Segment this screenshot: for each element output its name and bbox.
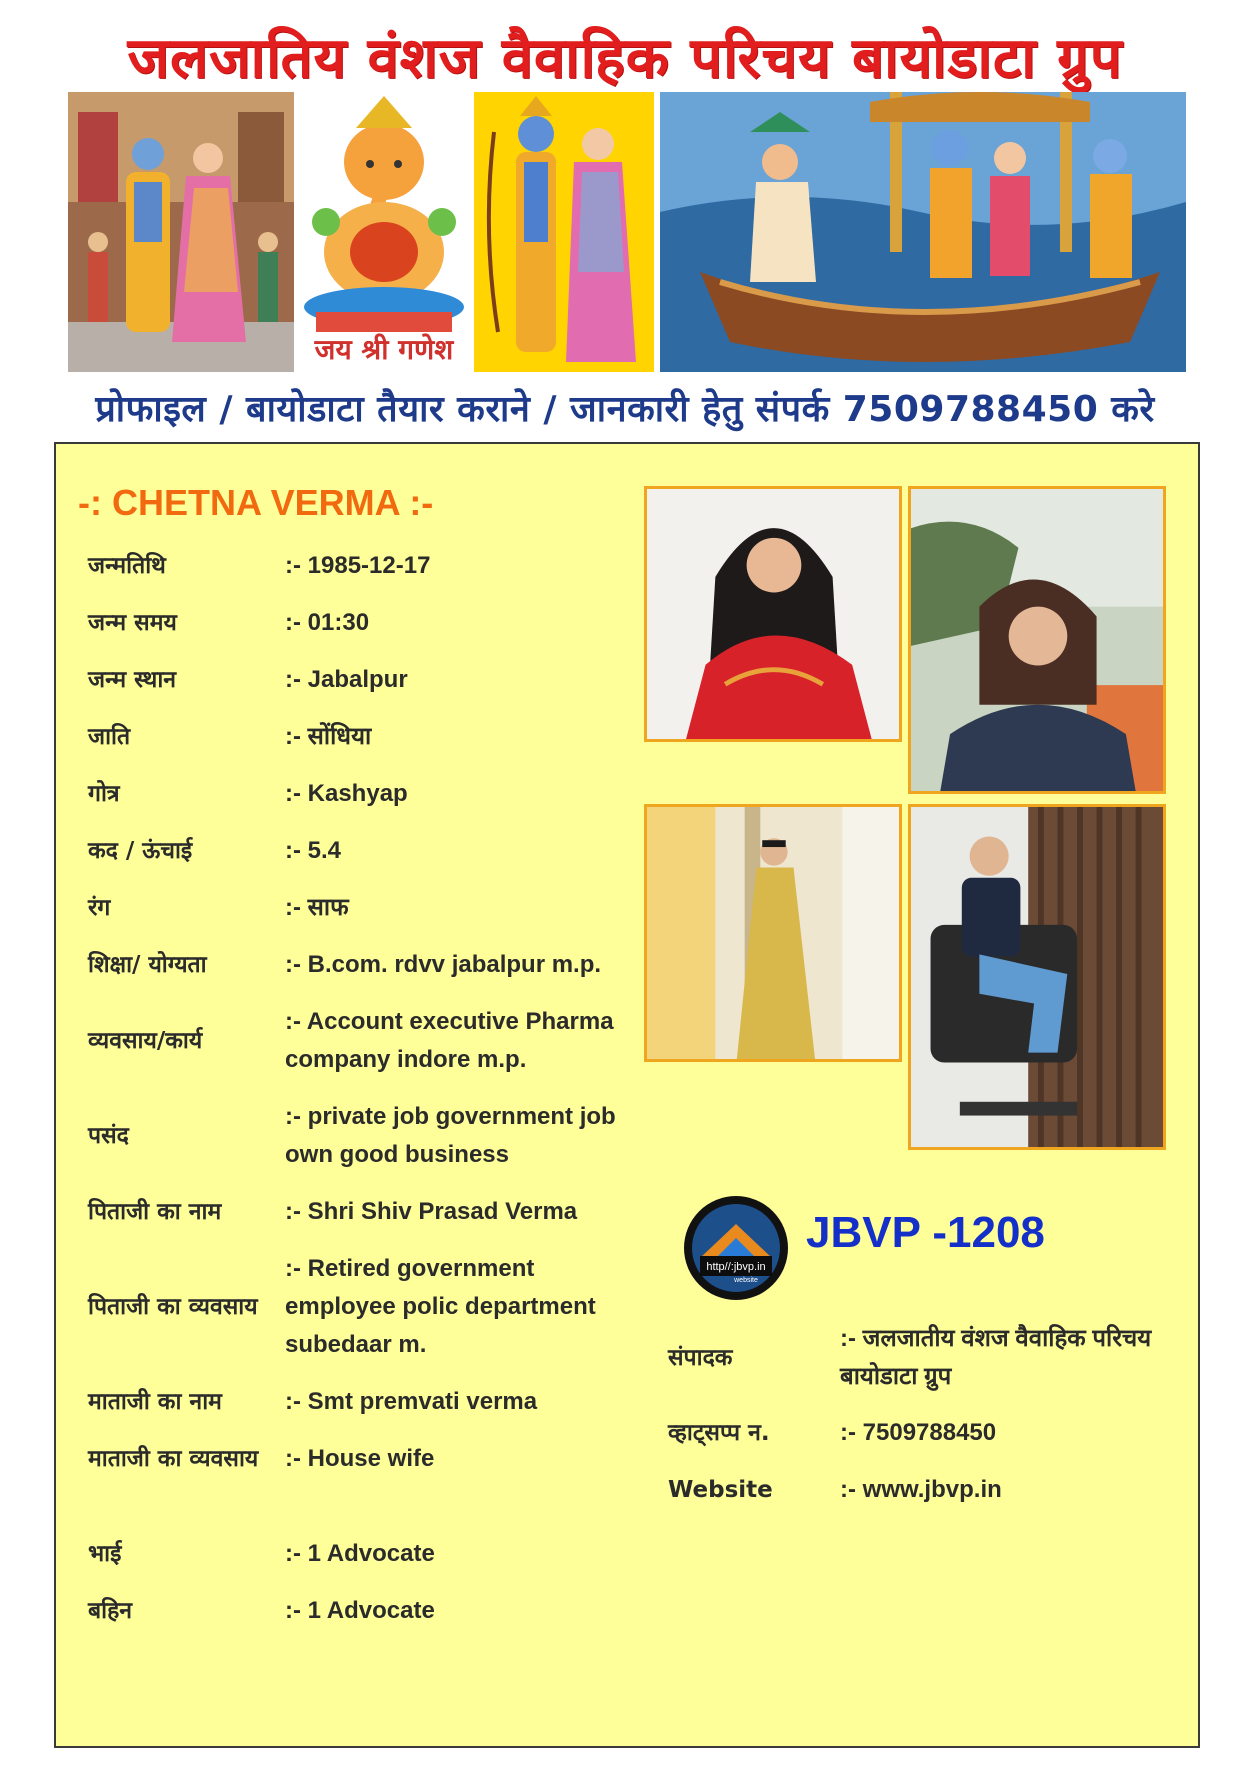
field-value: :- 01:30 [285, 609, 370, 636]
field-label: शिक्षा/ योग्यता [88, 952, 207, 978]
field-label: माताजी का व्यवसाय [88, 1446, 259, 1472]
logo-text: http//:jbvp.in [706, 1261, 766, 1273]
editor-value: :- जलजातीय वंशज वैवाहिक परिचय बायोडाटा ग्रुप [840, 1325, 1152, 1390]
field-label: जाति [88, 724, 131, 750]
field-value: :- Retired government employee polic department subedaar m. [285, 1255, 596, 1358]
field-row [88, 604, 628, 642]
field-label: जन्मतिथि [88, 553, 166, 579]
field-value: :- private job government job own good business [285, 1103, 616, 1168]
field-label: बहिन [88, 1598, 133, 1624]
editor-row [668, 1471, 1168, 1509]
field-row [88, 1098, 628, 1174]
banner-ram-sita-image [474, 92, 654, 372]
banner-ram-sita-wedding-image [68, 92, 294, 372]
website-link[interactable]: :- www.jbvp.in [840, 1476, 1002, 1503]
field-value: :- सोंधिया [285, 723, 372, 750]
field-value: :- Account executive Pharma company indore m.p. [285, 1008, 614, 1073]
field-row [88, 1003, 628, 1079]
field-row [88, 775, 628, 813]
candidate-photo-3 [644, 804, 902, 1062]
ganesh-caption: जय श्री गणेश [314, 333, 454, 366]
field-value: :- 1 Advocate [285, 1540, 435, 1567]
field-value: :- Smt premvati verma [285, 1388, 538, 1415]
field-label: जन्म समय [88, 610, 177, 636]
editor-row [668, 1414, 1168, 1452]
profile-code: JBVP -1208 [806, 1208, 1045, 1257]
banner-boat-scene-image [660, 92, 1186, 372]
field-label: पिताजी का नाम [88, 1199, 222, 1225]
field-label: भाई [88, 1541, 122, 1567]
field-label: व्यवसाय/कार्य [88, 1028, 203, 1054]
editor-label: व्हाट्सप्प न. [668, 1420, 770, 1446]
field-row [88, 547, 628, 585]
field-row [88, 946, 628, 984]
editor-label: Website [668, 1477, 773, 1503]
candidate-photo-1 [644, 486, 902, 742]
editor-row [668, 1320, 1168, 1396]
field-label: पसंद [88, 1123, 129, 1149]
field-value: :- 1985-12-17 [285, 552, 431, 579]
field-label: रंग [88, 895, 111, 921]
candidate-photo-2 [908, 486, 1166, 794]
contact-line: प्रोफाइल / बायोडाटा तैयार कराने / जानकारी हेतु संपर्क 7509788450 करे [95, 389, 1155, 430]
field-label: माताजी का नाम [88, 1389, 222, 1415]
group-title: जलजातिय वंशज वैवाहिक परिचय बायोडाटा ग्रुप [127, 26, 1123, 91]
field-label: पिताजी का व्यवसाय [88, 1294, 258, 1320]
field-value: :- Shri Shiv Prasad Verma [285, 1198, 578, 1225]
field-row [88, 1440, 628, 1478]
field-row [88, 1592, 628, 1630]
field-row [88, 889, 628, 927]
field-row [88, 1535, 628, 1573]
candidate-name: -: CHETNA VERMA :- [78, 482, 434, 523]
field-label: जन्म स्थान [88, 667, 177, 693]
field-value: :- Kashyap [285, 780, 408, 807]
logo-small-text: website [734, 1277, 758, 1284]
field-value: :- B.com. rdvv jabalpur m.p. [285, 951, 602, 978]
field-row [88, 1383, 628, 1421]
field-label: गोत्र [88, 781, 120, 807]
field-row [88, 1193, 628, 1231]
editor-label: संपादक [668, 1345, 733, 1371]
field-row [88, 832, 628, 870]
candidate-photo-4 [908, 804, 1166, 1150]
field-value: :- Jabalpur [285, 666, 408, 693]
jbvp-logo [682, 1194, 790, 1302]
field-label: कद / ऊंचाई [88, 838, 193, 864]
field-value: :- House wife [285, 1445, 435, 1472]
field-value: :- साफ [285, 894, 349, 921]
field-value: :- 1 Advocate [285, 1597, 435, 1624]
whatsapp-number[interactable]: :- 7509788450 [840, 1419, 997, 1446]
field-row [88, 718, 628, 756]
field-row [88, 1250, 628, 1364]
field-row [88, 661, 628, 699]
field-value: :- 5.4 [285, 837, 342, 864]
